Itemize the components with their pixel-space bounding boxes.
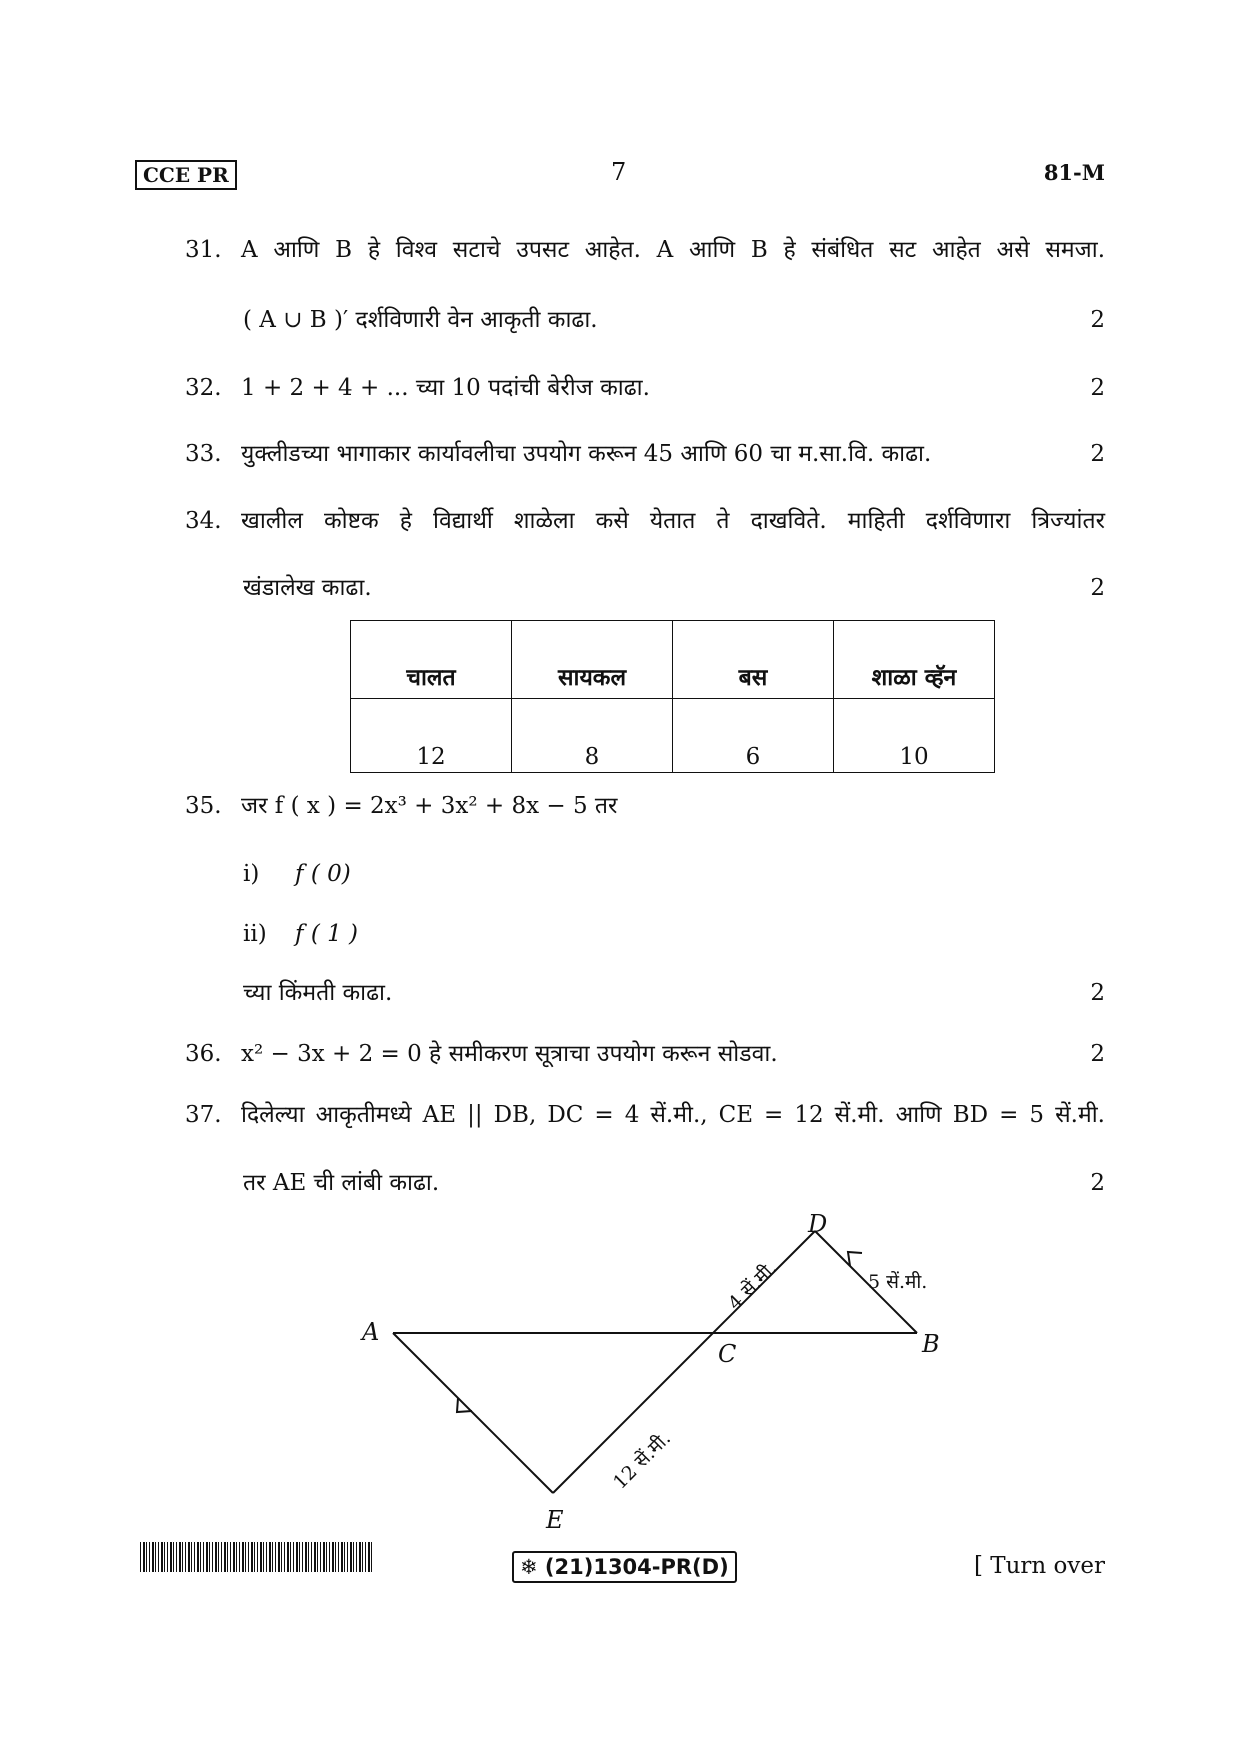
table-cell: 6: [673, 699, 834, 773]
question-marks: 2: [1090, 1041, 1105, 1067]
question-text: युक्लीडच्या भागाकार कार्यावलीचा उपयोग करून 45 आणि 60 चा म.सा.वि. काढा.: [241, 441, 932, 467]
question-text: खंडालेख काढा.: [243, 575, 372, 601]
question-text: तर AE ची लांबी काढा.: [243, 1170, 440, 1196]
table-header-cell: सायकल: [512, 621, 673, 699]
table-cell: 10: [834, 699, 995, 773]
footer-code: ❄ (21)1304-PR(D): [512, 1551, 737, 1583]
question-marks: 2: [1090, 375, 1105, 401]
question-marks: 2: [1090, 980, 1105, 1006]
question-text: ( A ∪ B )′ दर्शविणारी वेन आकृती काढा.: [243, 307, 598, 333]
sub-label: ii): [243, 921, 267, 947]
series-code: CCE PR: [143, 163, 229, 187]
table-cell: 8: [512, 699, 673, 773]
page-number: 7: [611, 158, 627, 186]
question-marks: 2: [1090, 1170, 1105, 1196]
label-c: C: [718, 1340, 737, 1368]
barcode: [140, 1542, 372, 1572]
table-cell: 12: [351, 699, 512, 773]
line-ae: [393, 1333, 553, 1493]
sub-text: f ( 1 ): [295, 921, 359, 947]
paper-code: 81-M: [1043, 160, 1105, 185]
question-text: 1 + 2 + 4 + ... च्या 10 पदांची बेरीज काढा.: [241, 375, 650, 401]
label-dc-length: 4 सें.मी.: [723, 1257, 782, 1315]
question-text: खालील कोष्टक हे विद्यार्थी शाळेला कसे येतात ते दाखविते. माहिती दर्शविणारा त्रिज्यांतर: [241, 508, 1105, 534]
question-text: x² − 3x + 2 = 0 हे समीकरण सूत्राचा उपयोग करून सोडवा.: [241, 1041, 778, 1067]
label-b: B: [922, 1330, 940, 1358]
table-header-cell: शाळा व्हॅन: [834, 621, 995, 699]
arrow-bd: [848, 1252, 862, 1266]
question-number: 31.: [185, 237, 222, 263]
label-e: E: [546, 1506, 564, 1534]
question-number: 35.: [185, 793, 222, 819]
label-ce-length: 12 सें.मी.: [608, 1427, 676, 1494]
question-text: च्या किंमती काढा.: [243, 980, 393, 1006]
sub-label: i): [243, 861, 260, 887]
question-text: दिलेल्या आकृतीमध्ये AE || DB, DC = 4 सें.मी., CE = 12 सें.मी. आणि BD = 5 सें.मी.: [241, 1102, 1105, 1128]
question-marks: 2: [1090, 307, 1105, 333]
label-a: A: [362, 1318, 380, 1346]
question-text: जर f ( x ) = 2x³ + 3x² + 8x − 5 तर: [241, 793, 618, 819]
question-text: A आणि B हे विश्व सटाचे उपसट आहेत. A आणि B हे संबंधित सट आहेत असे समजा.: [241, 237, 1105, 263]
table-header-cell: चालत: [351, 621, 512, 699]
question-number: 33.: [185, 441, 222, 467]
question-number: 36.: [185, 1041, 222, 1067]
question-number: 32.: [185, 375, 222, 401]
label-bd-length: 5 सें.मी.: [868, 1271, 928, 1293]
question-marks: 2: [1090, 441, 1105, 467]
sub-text: f ( 0): [295, 861, 351, 887]
question-number: 37.: [185, 1102, 222, 1128]
question-marks: 2: [1090, 575, 1105, 601]
table-header-cell: बस: [673, 621, 834, 699]
label-d: D: [808, 1210, 828, 1238]
turn-over: [ Turn over: [973, 1553, 1105, 1579]
question-number: 34.: [185, 508, 222, 534]
